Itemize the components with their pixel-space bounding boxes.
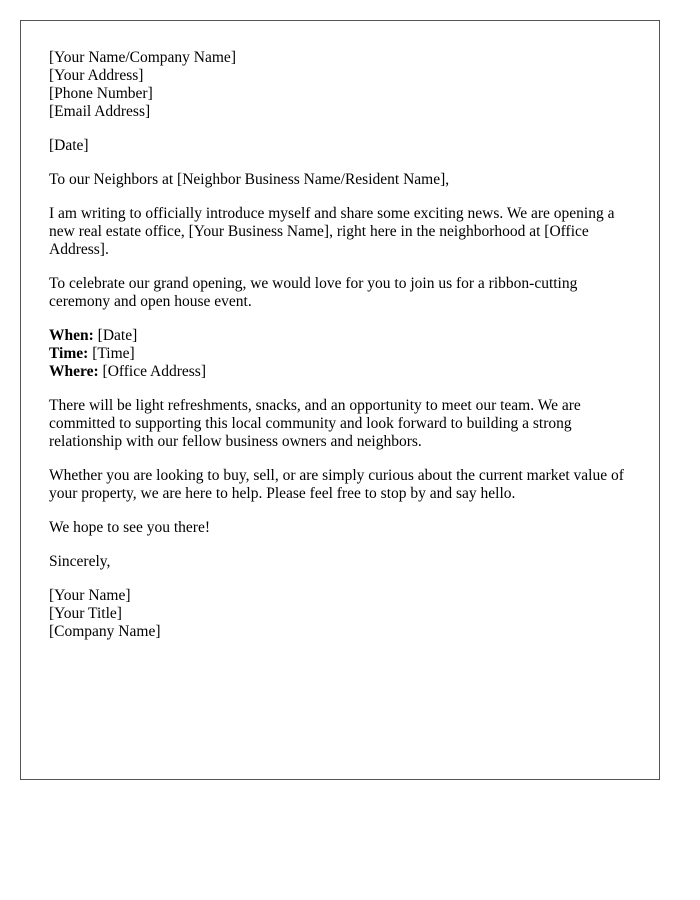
time-label: Time: (49, 345, 89, 362)
where-value: [Office Address] (102, 363, 206, 380)
refreshments-paragraph: There will be light refreshments, snacks, and an opportunity to meet our team. We are committed to supporting this local community and look forward to building a strong relationship with our fellow business owners and neighbors. (49, 397, 581, 450)
hope-paragraph: We hope to see you there! (49, 519, 211, 536)
where-label: Where: (49, 363, 99, 380)
signature-name: [Your Name] (49, 587, 131, 604)
signature-company: [Company Name] (49, 623, 161, 640)
sender-phone: [Phone Number] (49, 85, 153, 102)
celebrate-paragraph: To celebrate our grand opening, we would love for you to join us for a ribbon-cutting ceremony and open house event. (49, 275, 578, 310)
letter-date: [Date] (49, 137, 89, 154)
letter-page (20, 20, 660, 780)
event-time (49, 345, 631, 363)
event-when (49, 327, 631, 345)
time-value: [Time] (92, 345, 135, 362)
when-label: When: (49, 327, 94, 344)
help-paragraph: Whether you are looking to buy, sell, or are simply curious about the current market value of your property, we are here to help. Please feel free to stop by and say hello. (49, 467, 624, 502)
signature-title: [Your Title] (49, 605, 122, 622)
when-value: [Date] (97, 327, 138, 344)
sender-email: [Email Address] (49, 103, 151, 120)
closing: Sincerely, (49, 553, 111, 570)
sender-block (49, 49, 631, 121)
event-details (49, 327, 631, 381)
signature-block (49, 587, 631, 641)
event-where (49, 363, 631, 381)
sender-address: [Your Address] (49, 67, 144, 84)
salutation: To our Neighbors at [Neighbor Business Name/Resident Name], (49, 171, 450, 188)
intro-paragraph: I am writing to officially introduce myself and share some exciting news. We are opening a new real estate office, [Your Business Name], right here in the neighborhood at [Office Address]. (49, 205, 615, 258)
sender-name: [Your Name/Company Name] (49, 49, 236, 66)
